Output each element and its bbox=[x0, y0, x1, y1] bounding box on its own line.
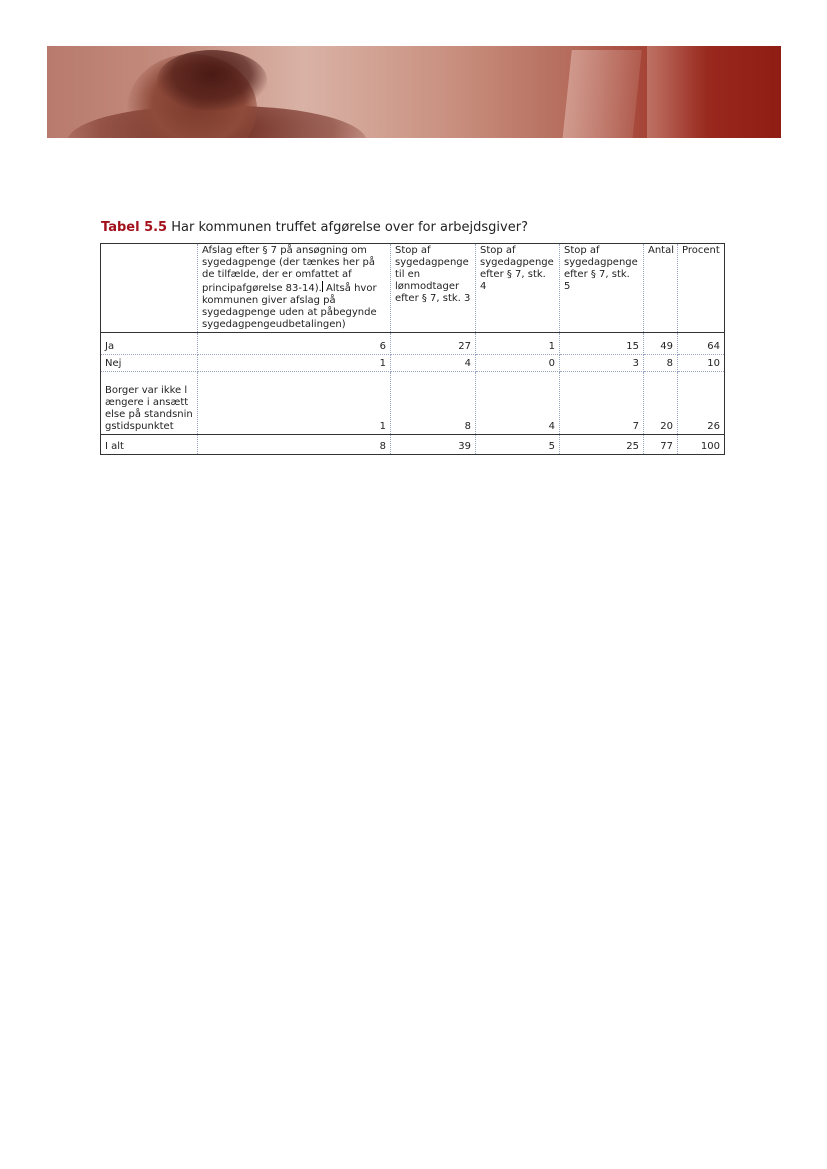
table-cell: 26 bbox=[678, 372, 725, 435]
table-cell: 39 bbox=[391, 435, 476, 455]
table-caption: Har kommunen truffet afgørelse over for arbejdsgiver? bbox=[171, 220, 528, 235]
banner-monitor-left bbox=[562, 50, 642, 138]
table-cell: 8 bbox=[644, 355, 678, 372]
header-afslag-text: Afslag efter § 7 på ansøgning om sygedagpenge (der tænkes her på de tilfælde, der er omfattet af principafgørelse 83-14). bbox=[202, 245, 375, 294]
header-cell-stop-stk5: Stop af sygedagpenge efter § 7, stk. 5 bbox=[560, 244, 644, 333]
header-banner-image bbox=[47, 46, 781, 138]
table-number: Tabel 5.5 bbox=[101, 220, 168, 235]
text-cursor bbox=[322, 281, 323, 292]
table-cell: 8 bbox=[391, 372, 476, 435]
table-cell: 6 bbox=[198, 333, 391, 355]
table-row bbox=[101, 355, 725, 372]
data-table bbox=[100, 243, 725, 455]
table-cell: 10 bbox=[678, 355, 725, 372]
header-cell-empty bbox=[101, 244, 198, 333]
table-cell: 5 bbox=[476, 435, 560, 455]
table-cell: 4 bbox=[476, 372, 560, 435]
table-total-row bbox=[101, 435, 725, 455]
table-cell: 3 bbox=[560, 355, 644, 372]
table-row bbox=[101, 372, 725, 435]
row-label: Borger var ikke længere i ansættelse på standsningstidspunktet bbox=[101, 372, 198, 435]
table-row bbox=[101, 333, 725, 355]
table-cell: 25 bbox=[560, 435, 644, 455]
table-cell: 1 bbox=[198, 355, 391, 372]
row-label: Ja bbox=[101, 333, 198, 355]
header-cell-stop-stk4: Stop af sygedagpenge efter § 7, stk. 4 bbox=[476, 244, 560, 333]
table-cell: 4 bbox=[391, 355, 476, 372]
row-label: Nej bbox=[101, 355, 198, 372]
table-cell: 77 bbox=[644, 435, 678, 455]
header-afslag-tail: Altså hvor kommunen giver afslag på sygedagpenge uden at påbegynde sygedagpengeudbetalingen) bbox=[202, 283, 377, 330]
header-cell-afslag bbox=[198, 244, 391, 333]
banner-monitor-right bbox=[647, 46, 707, 138]
banner-person-hair bbox=[157, 50, 267, 110]
header-cell-antal: Antal bbox=[644, 244, 678, 333]
table-cell: 1 bbox=[198, 372, 391, 435]
table-title bbox=[101, 220, 528, 235]
table-header-row bbox=[101, 244, 725, 333]
table-cell: 7 bbox=[560, 372, 644, 435]
table-cell: 100 bbox=[678, 435, 725, 455]
row-label: I alt bbox=[101, 435, 198, 455]
table-cell: 20 bbox=[644, 372, 678, 435]
table-cell: 0 bbox=[476, 355, 560, 372]
table-cell: 27 bbox=[391, 333, 476, 355]
table-cell: 1 bbox=[476, 333, 560, 355]
header-cell-stop-stk3: Stop af sygedagpenge til en lønmodtager efter § 7, stk. 3 bbox=[391, 244, 476, 333]
header-cell-procent: Procent bbox=[678, 244, 725, 333]
table-cell: 64 bbox=[678, 333, 725, 355]
table-cell: 15 bbox=[560, 333, 644, 355]
table-cell: 49 bbox=[644, 333, 678, 355]
table-cell: 8 bbox=[198, 435, 391, 455]
